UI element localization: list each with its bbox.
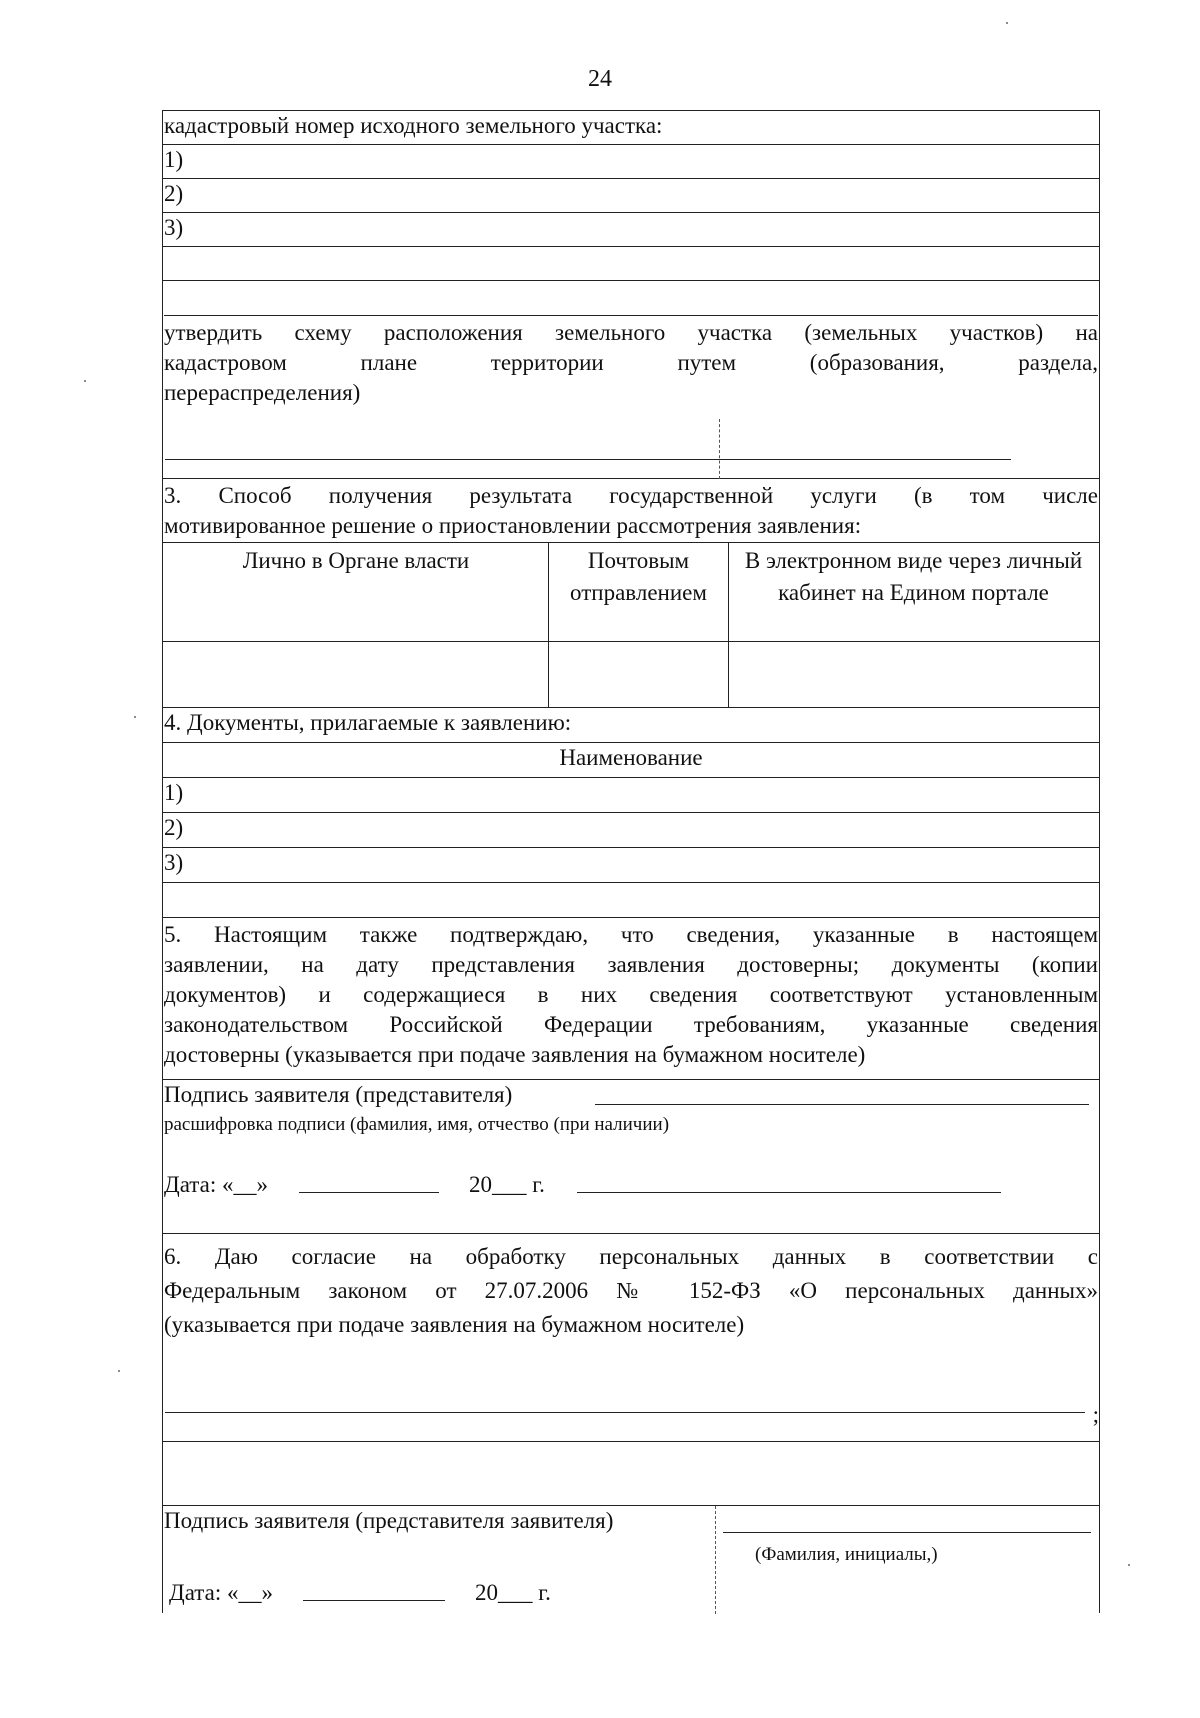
- blank-row[interactable]: [163, 882, 1099, 917]
- cadastral-item-1[interactable]: [163, 144, 1099, 178]
- scan-speck: [1006, 22, 1008, 24]
- cadastral-label-row: [163, 110, 1099, 144]
- scan-speck: [118, 1370, 120, 1372]
- section-4-label: 4. Документы, прилагаемые к заявлению:: [164, 710, 572, 735]
- section-5-signature-block: [163, 1079, 1099, 1233]
- fold-mark: [719, 419, 720, 479]
- document-item-3[interactable]: [163, 847, 1099, 882]
- approve-line-3: перераспределения): [164, 380, 361, 405]
- option-postal-cell[interactable]: [548, 642, 728, 707]
- blank-row[interactable]: [163, 1441, 1099, 1505]
- consent-fill-line[interactable]: [165, 1412, 1085, 1413]
- section-3-heading: [163, 478, 1099, 542]
- item-number: 3): [164, 850, 184, 875]
- document-item-1[interactable]: [163, 777, 1099, 812]
- date-month-line[interactable]: [303, 1600, 445, 1601]
- section-6-line-2: Федеральным законом от 27.07.2006 № 152-ФЗ «О персональных данных»: [164, 1278, 1098, 1303]
- item-number: 3): [164, 215, 184, 240]
- approve-line-1: утвердить схему расположения земельного участка (земельных участков) на: [164, 320, 1098, 345]
- date-label: Дата: «__»: [164, 1172, 268, 1197]
- date-year: 20___ г.: [469, 1172, 545, 1197]
- signature-line[interactable]: [595, 1104, 1089, 1105]
- section-5-line-3: документов) и содержащиеся в них сведения соответствуют установленным: [164, 982, 1098, 1007]
- item-number: 1): [164, 780, 184, 805]
- section-6-line-1: 6. Даю согласие на обработку персональных данных в соответствии с: [164, 1244, 1098, 1269]
- item-number: 1): [164, 147, 184, 172]
- section-4-heading: [163, 707, 1099, 742]
- section-5-statement: [163, 917, 1099, 1079]
- approve-line-2: кадастровом плане территории путем (образования, раздела,: [164, 350, 1098, 375]
- section-6-line-3: (указывается при подаче заявления на бумажном носителе): [164, 1312, 745, 1337]
- delivery-method-choices: [163, 641, 1099, 707]
- scan-speck: [1128, 1564, 1130, 1566]
- approve-fill-line[interactable]: [165, 459, 1011, 460]
- cadastral-label: кадастровый номер исходного земельного участка:: [164, 113, 663, 138]
- signature-label: Подпись заявителя (представителя заявителя): [164, 1508, 614, 1533]
- date-month-line[interactable]: [299, 1192, 439, 1193]
- name-hint: (Фамилия, инициалы,): [755, 1544, 938, 1565]
- option-postal-label: [548, 543, 728, 641]
- option-postal-line-1: Почтовым: [587, 548, 690, 573]
- page-number: 24: [588, 66, 612, 92]
- cadastral-item-2[interactable]: [163, 178, 1099, 212]
- approve-scheme-row: [163, 280, 1099, 478]
- documents-name-header: Наименование: [559, 745, 703, 770]
- item-number: 2): [164, 181, 184, 206]
- scan-speck: [134, 716, 136, 718]
- section-5-line-1: 5. Настоящим также подтверждаю, что сведения, указанные в настоящем: [164, 922, 1098, 947]
- semicolon: ;: [1092, 1402, 1099, 1427]
- delivery-method-header: [163, 542, 1099, 641]
- signature-line[interactable]: [723, 1532, 1091, 1533]
- fold-mark: [715, 1506, 716, 1614]
- date-label: Дата: «__»: [169, 1580, 273, 1605]
- option-postal-line-2: отправлением: [570, 580, 707, 605]
- signature-label: Подпись заявителя (представителя): [164, 1082, 513, 1107]
- application-form: [162, 110, 1100, 1613]
- option-in-person-label: Лично в Органе власти: [242, 548, 470, 573]
- section-5-line-4: законодательством Российской Федерации требованиям, указанные сведения: [164, 1012, 1098, 1037]
- section-6-consent: [163, 1233, 1099, 1441]
- cadastral-item-3[interactable]: [163, 212, 1099, 246]
- section-5-line-5: достоверны (указывается при подаче заявления на бумажном носителе): [164, 1042, 866, 1067]
- date-year: 20___ г.: [475, 1580, 551, 1605]
- document-item-2[interactable]: [163, 812, 1099, 847]
- section-6-signature-block: [163, 1505, 1099, 1613]
- signature-decode-hint: расшифровка подписи (фамилия, имя, отчество (при наличии): [164, 1114, 670, 1135]
- option-electronic-cell[interactable]: [728, 642, 1098, 707]
- section-5-line-2: заявлении, на дату представления заявления достоверны; документы (копии: [164, 952, 1098, 977]
- blank-row[interactable]: [163, 246, 1099, 280]
- section-3-line-2: мотивированное решение о приостановлении рассмотрения заявления:: [164, 513, 862, 538]
- item-number: 2): [164, 815, 184, 840]
- scan-speck: [84, 380, 86, 382]
- documents-column-header: [163, 742, 1099, 777]
- option-in-person-cell[interactable]: [164, 642, 548, 707]
- section-3-line-1: 3. Способ получения результата государственной услуги (в том числе: [164, 483, 1098, 508]
- option-electronic-label: В электронном виде через личный кабинет на Едином портале: [728, 543, 1098, 641]
- date-extra-line[interactable]: [577, 1192, 1001, 1193]
